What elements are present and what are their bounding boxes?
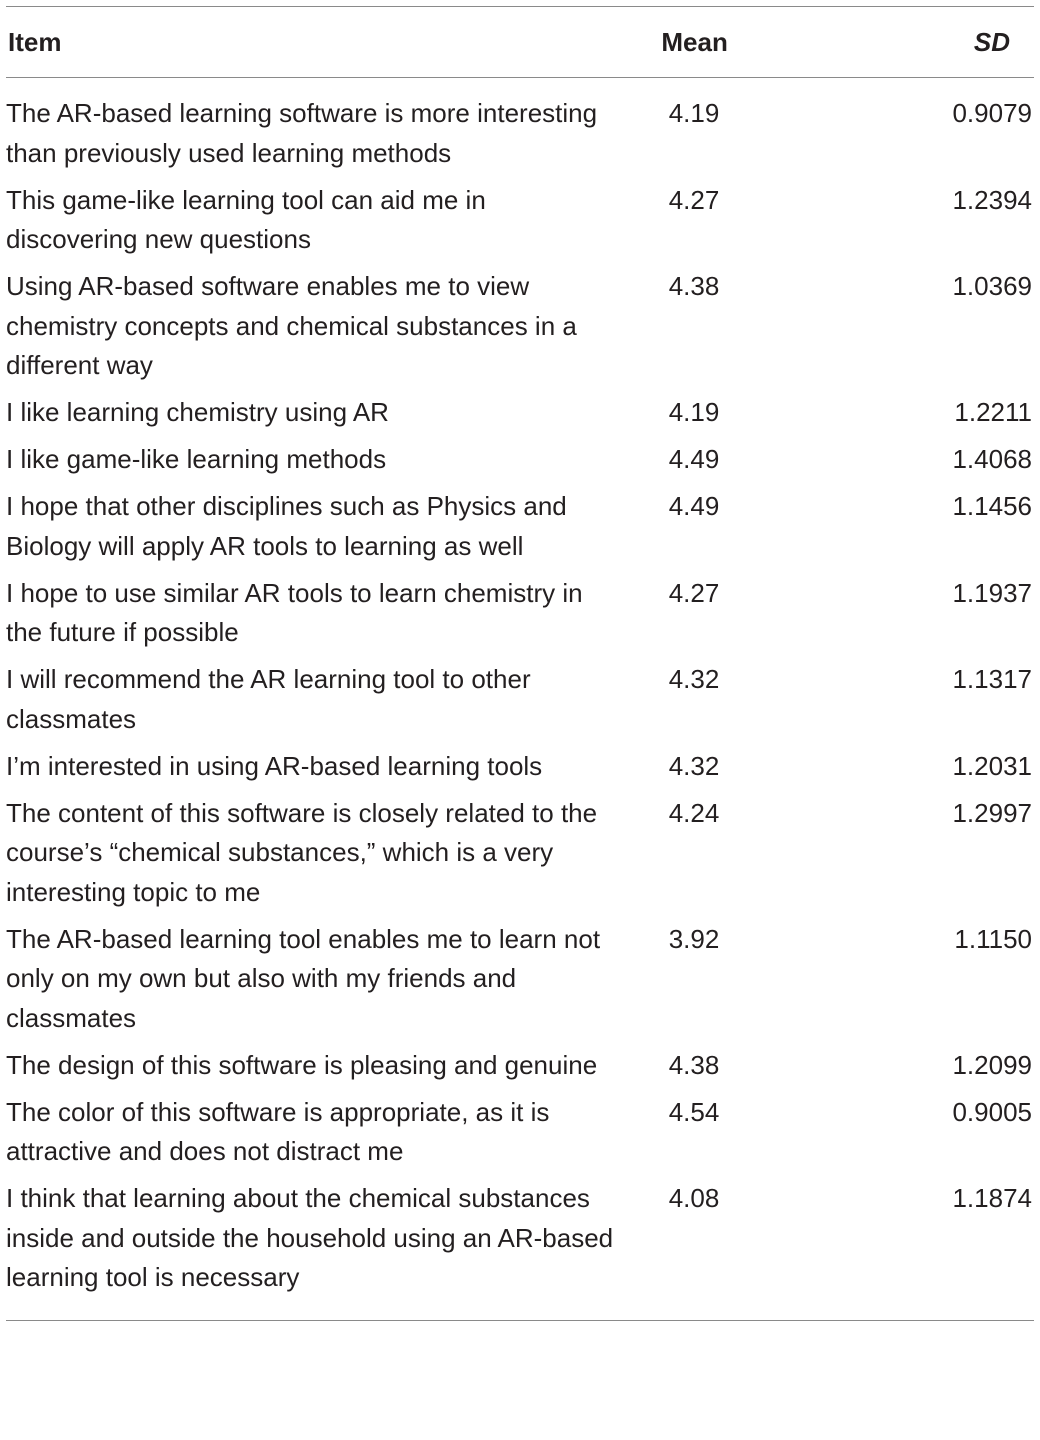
table-row: [6, 267, 1034, 386]
cell-sd: 1.2211: [954, 397, 1032, 427]
cell-item: I like learning chemistry using AR: [6, 397, 389, 427]
cell-sd: 1.1456: [952, 491, 1032, 521]
table-row: [6, 574, 1034, 653]
header-mean: Mean: [661, 26, 728, 57]
cell-sd: 1.1937: [952, 577, 1032, 608]
cell-sd: 1.2031: [952, 750, 1032, 781]
cell-item: The color of this software is appropriate, as it is attractive and does not distract me: [6, 1096, 550, 1166]
cell-mean: 4.08: [668, 1183, 720, 1213]
table-row: [6, 1046, 1034, 1086]
table-row: [6, 794, 1034, 913]
cell-item: I think that learning about the chemical substances inside and outside the household using an AR-based learning tool is necessary: [6, 1183, 614, 1292]
cell-mean: 4.19: [668, 397, 720, 427]
cell-item: I hope to use similar AR tools to learn chemistry in the future if possible: [6, 577, 583, 647]
table-row: [6, 94, 1034, 173]
cell-item: The AR-based learning tool enables me to learn not only on my own but also with my friends and classmates: [6, 923, 601, 1033]
cell-sd: 1.1150: [954, 923, 1032, 954]
cell-mean: 4.32: [668, 664, 720, 694]
cell-item: I like game-like learning methods: [6, 444, 387, 474]
cell-sd: 1.1874: [952, 1183, 1032, 1213]
cell-item: This game-like learning tool can aid me in discovering new questions: [6, 184, 486, 254]
cell-sd: 0.9079: [952, 98, 1032, 128]
cell-mean: 3.92: [668, 923, 720, 954]
header-item: Item: [8, 26, 62, 57]
cell-item: I hope that other disciplines such as Physics and Biology will apply AR tools to learning as well: [6, 491, 567, 561]
cell-sd: 1.2099: [952, 1049, 1032, 1080]
table-row: [6, 440, 1034, 480]
cell-item: The content of this software is closely related to the course’s “chemical substances,” which is a very interesting topic to me: [6, 797, 598, 907]
cell-sd: 1.1317: [952, 664, 1032, 694]
cell-item: The design of this software is pleasing and genuine: [6, 1049, 598, 1080]
cell-mean: 4.49: [668, 444, 720, 474]
cell-sd: 1.2394: [952, 184, 1032, 215]
cell-sd: 0.9005: [952, 1096, 1032, 1127]
cell-mean: 4.24: [668, 797, 720, 828]
survey-table: [6, 6, 1034, 1321]
cell-mean: 4.32: [668, 750, 720, 781]
table-header-row: [6, 7, 1034, 77]
cell-mean: 4.38: [668, 1049, 720, 1080]
cell-item: Using AR-based software enables me to view chemistry concepts and chemical substances in a different way: [6, 271, 577, 380]
cell-item: I’m interested in using AR-based learning tools: [6, 750, 543, 781]
header-sd: SD: [973, 26, 1010, 57]
cell-mean: 4.27: [668, 577, 720, 608]
table-row: [6, 487, 1034, 566]
table-row: [6, 747, 1034, 787]
cell-mean: 4.19: [668, 98, 720, 128]
table-row: [6, 393, 1034, 433]
cell-sd: 1.4068: [952, 444, 1032, 474]
cell-mean: 4.38: [668, 271, 720, 301]
cell-sd: 1.0369: [952, 271, 1032, 301]
table-row: [6, 660, 1034, 739]
cell-mean: 4.54: [668, 1096, 720, 1127]
cell-item: I will recommend the AR learning tool to other classmates: [6, 664, 531, 734]
table-body: [6, 78, 1034, 1320]
table-row: [6, 920, 1034, 1039]
cell-sd: 1.2997: [952, 797, 1032, 828]
cell-mean: 4.27: [668, 184, 720, 215]
cell-mean: 4.49: [668, 491, 720, 521]
table-row: [6, 1093, 1034, 1172]
table-row: [6, 181, 1034, 260]
table-row: [6, 1179, 1034, 1298]
table-bottom-rule: [6, 1320, 1034, 1321]
cell-item: The AR-based learning software is more interesting than previously used learning methods: [6, 98, 598, 168]
